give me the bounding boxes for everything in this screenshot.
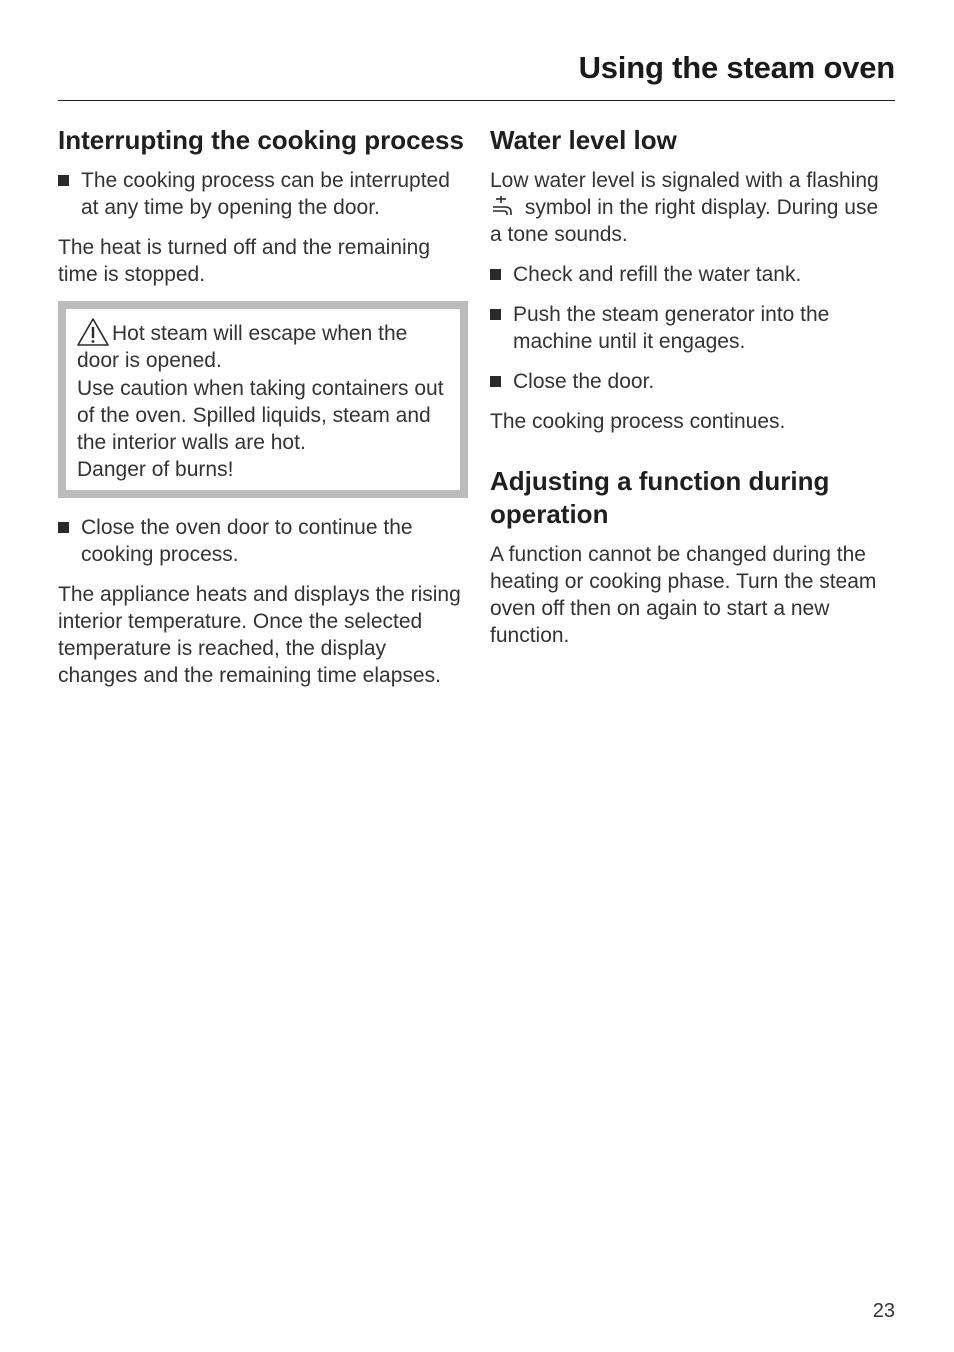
- bullet-square-icon: [58, 522, 69, 533]
- list-item: [490, 261, 890, 288]
- section-heading-adjusting: Adjusting a function during operation: [490, 466, 830, 529]
- left-column: [58, 124, 468, 702]
- paragraph: The heat is turned off and the remaining time is stopped.: [58, 236, 431, 286]
- page-title: Using the steam oven: [578, 50, 895, 85]
- section-heading-water-level: Water level low: [490, 125, 677, 155]
- warning-line: [77, 317, 450, 375]
- warning-triangle-icon: [76, 317, 110, 347]
- bullet-square-icon: [490, 269, 501, 280]
- paragraph: A function cannot be changed during the heating or cooking phase. Turn the steam oven off then on again to start a new function.: [490, 543, 877, 647]
- list-item-text: Check and refill the water tank.: [513, 263, 802, 286]
- paragraph: The cooking process continues.: [490, 410, 786, 433]
- intro-text-before-icon: Low water level is signaled with a flashing: [490, 169, 879, 192]
- list-item: [58, 514, 468, 568]
- warning-box: [58, 301, 468, 498]
- list-item-text: Push the steam generator into the machine until it engages.: [513, 303, 830, 353]
- bullet-square-icon: [490, 309, 501, 320]
- water-tap-icon: [492, 195, 516, 217]
- section-heading-interrupting: Interrupting the cooking process: [58, 125, 464, 155]
- header-divider: [58, 100, 895, 101]
- intro-text-after-icon: symbol in the right display. During use a tone sounds.: [490, 196, 879, 246]
- list-item: [490, 301, 890, 355]
- paragraph: [490, 167, 890, 248]
- list-item-text: Close the door.: [513, 370, 655, 393]
- page-number: 23: [872, 1300, 895, 1322]
- right-column: [490, 124, 890, 662]
- bullet-square-icon: [490, 376, 501, 387]
- list-item-text: The cooking process can be interrupted at any time by opening the door.: [81, 169, 450, 219]
- warning-text-2: Use caution when taking containers out of the oven. Spilled liquids, steam and the interior walls are hot.: [77, 376, 444, 455]
- list-item-text: Close the oven door to continue the cooking process.: [81, 515, 413, 566]
- warning-text-3: Danger of burns!: [77, 458, 234, 482]
- list-item: [490, 368, 890, 395]
- warning-text-1: Hot steam will escape when the door is opened.: [77, 322, 408, 373]
- bullet-square-icon: [58, 175, 69, 186]
- list-item: [58, 167, 468, 221]
- paragraph: The appliance heats and displays the rising interior temperature. Once the selected temperature is reached, the display changes and the remaining time elapses.: [58, 582, 461, 687]
